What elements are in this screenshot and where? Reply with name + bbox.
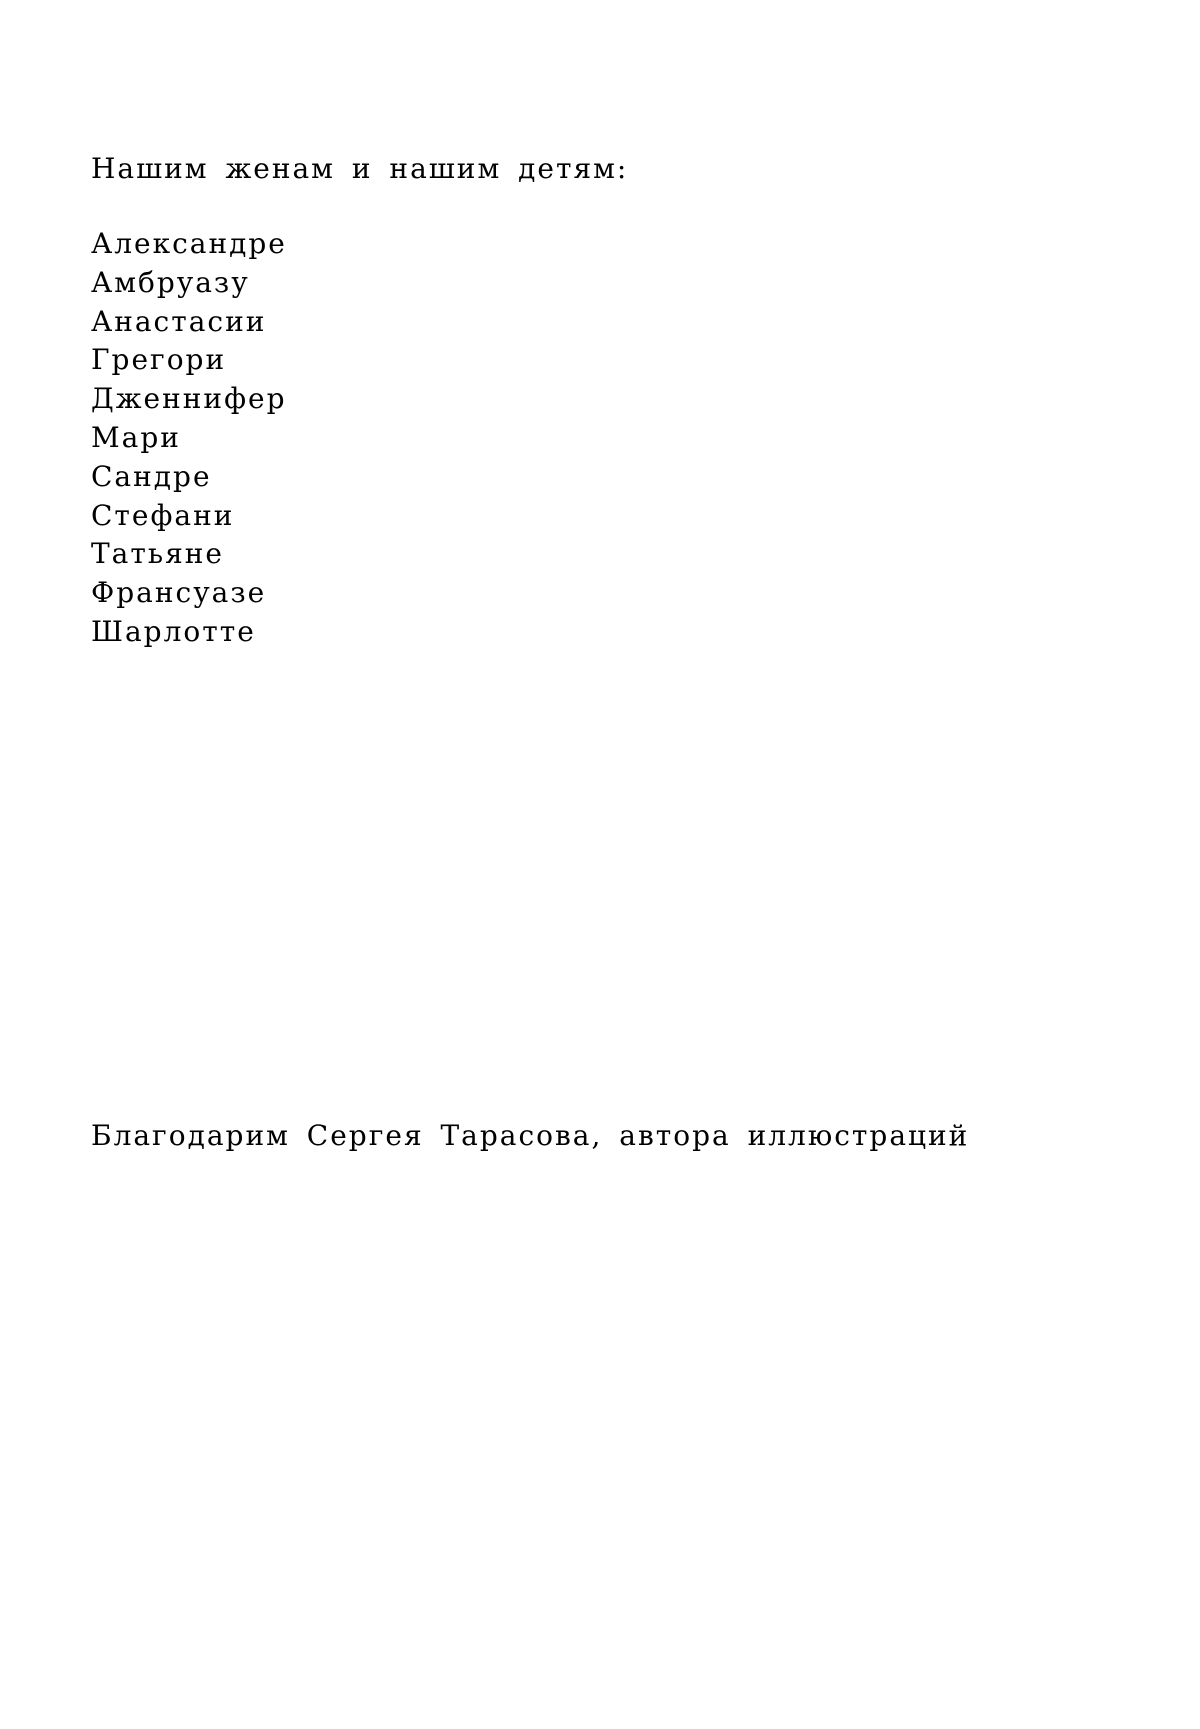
dedication-name: Александре <box>91 227 287 260</box>
dedication-name: Грегори <box>91 343 227 377</box>
dedication-name: Мари <box>91 420 181 454</box>
dedication-name: Дженнифер <box>91 382 287 416</box>
dedication-name: Шарлотте <box>91 614 256 648</box>
dedication-name: Сандре <box>91 459 212 493</box>
dedication-name-list <box>91 225 287 652</box>
dedication-name: Татьяне <box>91 537 224 571</box>
dedication-name: Стефани <box>91 498 235 532</box>
dedication-name: Франсуазе <box>91 576 267 610</box>
dedication-heading: Нашим женам и нашим детям: <box>91 152 629 185</box>
dedication-name: Амбруазу <box>91 265 250 299</box>
dedication-name: Анастасии <box>91 304 267 338</box>
illustrator-acknowledgment: Благодарим Сергея Тарасова, автора иллюстраций <box>91 1119 970 1152</box>
